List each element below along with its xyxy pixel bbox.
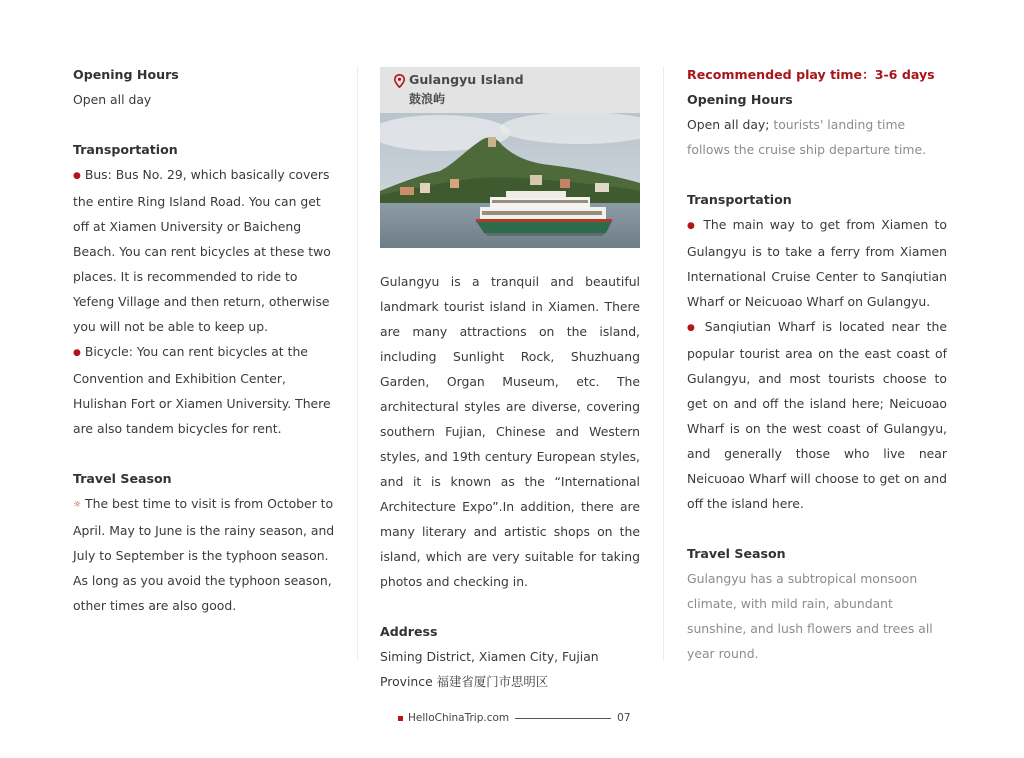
column-divider [357, 66, 358, 660]
left-column [73, 62, 335, 618]
travel-season-paragraph [73, 491, 335, 618]
transport-text-1: The main way to get from Xiamen to Gulangyu is to take a ferry from Xiamen International Cruise Center to Sanqiutian Wharf or Neicuoao Wharf on Gulangyu. [687, 217, 947, 309]
opening-hours-text: Open all day [73, 92, 152, 107]
footer-site: HelloChinaTrip.com [408, 712, 510, 724]
transport-paragraph-2 [687, 314, 947, 516]
travel-season-heading: Travel Season [73, 471, 172, 486]
travel-season-heading: Travel Season [687, 546, 786, 561]
bullet-icon: ● [73, 348, 81, 358]
opening-hours-heading: Opening Hours [73, 67, 179, 82]
bicycle-paragraph [73, 339, 335, 441]
location-pin-icon [394, 74, 405, 88]
card-header [380, 67, 640, 113]
travel-season-text: Gulangyu has a subtropical monsoon climate, with mild rain, abundant sunshine, and lush flowers and trees all year round. [687, 571, 933, 661]
opening-hours-note: tourists' landing time follows the cruise ship departure time. [687, 117, 927, 157]
bullet-icon: ● [73, 171, 81, 181]
opening-hours-paragraph [687, 112, 947, 162]
address-heading: Address [380, 624, 438, 639]
card-subtitle: 鼓浪屿 [409, 92, 446, 106]
bus-text: Bus: Bus No. 29, which basically covers the entire Ring Island Road. You can get off at Xiamen University or Baicheng Beach. You can rent bicycles at these two places. It is recommended to ride to Yefeng Village and then return, otherwise you will not be able to keep up. [73, 167, 331, 334]
transportation-heading: Transportation [687, 192, 792, 207]
ferry-island-photo [380, 113, 640, 248]
sun-icon: ☼ [73, 500, 82, 510]
bus-paragraph [73, 162, 335, 339]
opening-hours-main: Open all day; [687, 117, 770, 132]
gulangyu-photo-card [380, 67, 640, 248]
recommended-play-time: Recommended play time：3-6 days [687, 67, 935, 82]
footer-square-icon [398, 716, 403, 721]
middle-column [380, 269, 640, 694]
opening-hours-heading: Opening Hours [687, 92, 793, 107]
transportation-heading: Transportation [73, 142, 178, 157]
travel-season-text: The best time to visit is from October to April. May to June is the rainy season, and July to September is the typhoon season. As long as you avoid the typhoon season, other times are also good. [73, 496, 335, 613]
footer-rule [515, 718, 611, 719]
address-text: Siming District, Xiamen City, Fujian Province 福建省厦门市思明区 [380, 649, 599, 689]
page-number: 07 [617, 712, 631, 724]
transport-paragraph-1 [687, 212, 947, 314]
bicycle-text: Bicycle: You can rent bicycles at the Convention and Exhibition Center, Hulishan Fort or Xiamen University. There are also tandem bicycles for rent. [73, 344, 331, 436]
description-text: Gulangyu is a tranquil and beautiful landmark tourist island in Xiamen. There are many attractions on the island, including Sunlight Rock, Shuzhuang Garden, Organ Museum, etc. The architectural styles are diverse, covering southern Fujian, Chinese and Western styles, and 19th century European styles, and it is known as the “International Architecture Expo”.In addition, there are many literary and artistic shops on the island, which are very suitable for taking photos and checking in. [380, 274, 640, 589]
right-column [687, 62, 947, 666]
card-title: Gulangyu Island [409, 72, 524, 87]
bullet-icon: ● [687, 323, 698, 333]
transport-text-2: Sanqiutian Wharf is located near the popular tourist area on the east coast of Gulangyu, and most tourists choose to get on and off the island here; Neicuoao Wharf is on the west coast of Gulangyu, and generally those who live near Neicuoao Wharf will choose to get on and off the island here. [687, 319, 947, 511]
bullet-icon: ● [687, 221, 698, 231]
page-footer [398, 710, 631, 726]
column-divider [663, 66, 664, 660]
